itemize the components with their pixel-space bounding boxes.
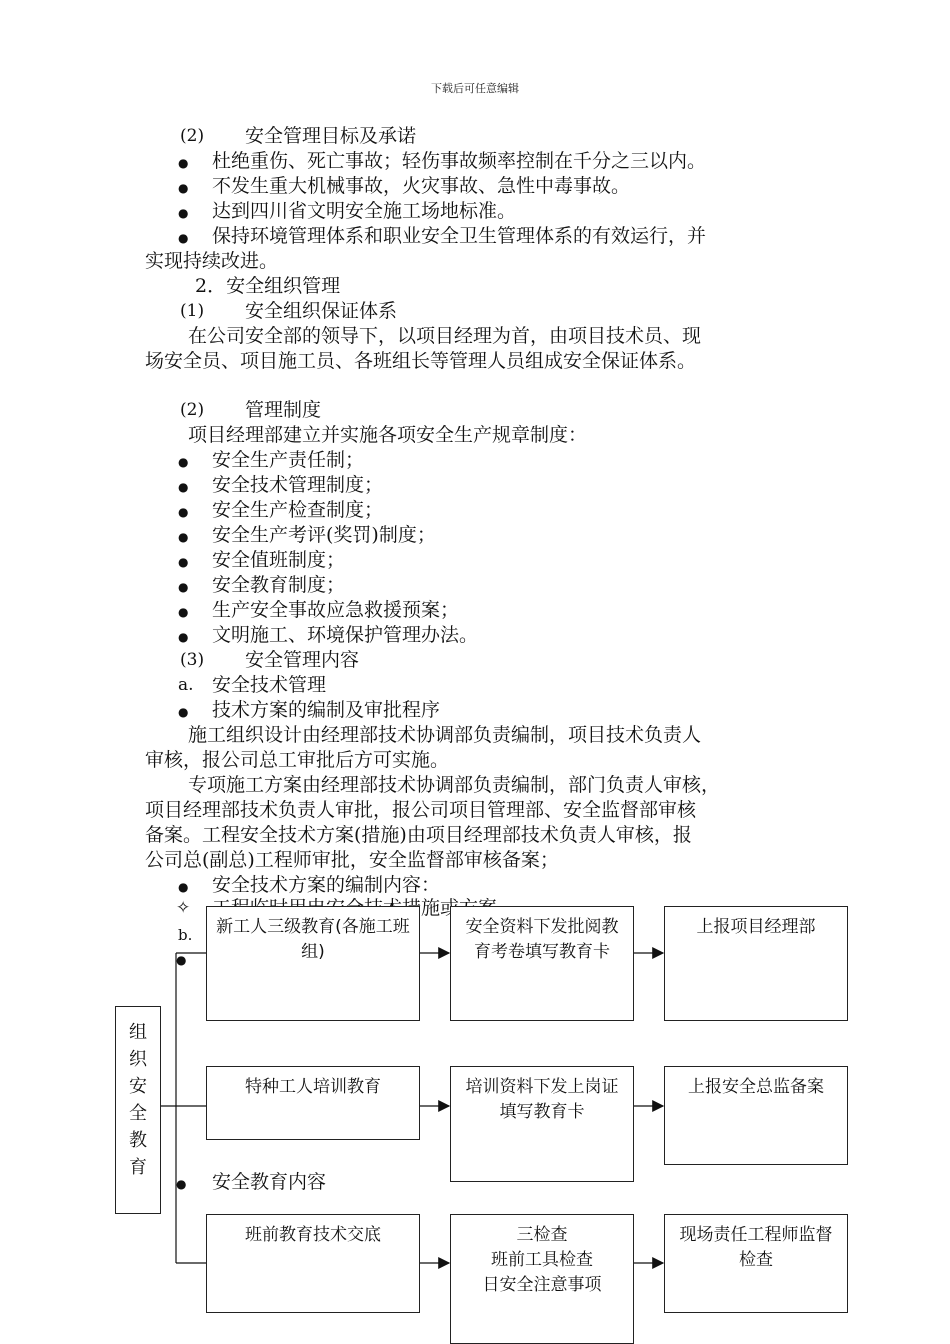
paragraph-line: 项目经理部技术负责人审批，报公司项目管理部、安全监督部审核	[145, 799, 697, 821]
section-number: (2)	[180, 400, 205, 420]
flow-box-new-worker-education: 新工人三级教育(各施工班组)	[206, 906, 420, 1021]
flow-box-pre-shift-briefing: 班前教育技术交底	[206, 1214, 420, 1313]
bullet-icon: ●	[178, 156, 189, 170]
flow-side-label-box	[115, 1006, 161, 1214]
bullet-icon: ●	[178, 555, 189, 569]
section-title: 安全管理目标及承诺	[245, 125, 417, 147]
bullet-icon: ●	[178, 605, 189, 619]
item-label: b.	[178, 926, 193, 944]
list-item: 安全教育制度；	[212, 574, 346, 596]
paragraph-line: 公司总(副总)工程师审批，安全监督部审核备案；	[145, 849, 559, 871]
section-title: 安全管理内容	[245, 649, 360, 671]
bullet-icon: ●	[178, 455, 189, 469]
bullet-icon: ●	[178, 181, 189, 195]
bullet-icon: ●	[178, 231, 189, 245]
paragraph-line: 施工组织设计由经理部技术协调部负责编制，项目技术负责人	[188, 724, 702, 746]
flow-box-special-worker-training: 特种工人培训教育	[206, 1066, 420, 1140]
flow-box-report-safety-director: 上报安全总监备案	[664, 1066, 848, 1165]
flow-box-training-materials: 培训资料下发上岗证填写教育卡	[450, 1066, 634, 1182]
flow-box-report-project-dept: 上报项目经理部	[664, 906, 848, 1021]
list-item: 安全生产检查制度；	[212, 499, 384, 521]
side-label-char: 组	[129, 1022, 147, 1043]
side-label-char: 育	[129, 1157, 147, 1178]
list-item: 安全生产责任制；	[212, 449, 365, 471]
bullet-icon: ●	[178, 880, 189, 894]
list-item: 安全值班制度；	[212, 549, 346, 571]
paragraph-line: 审核，报公司总工审批后方可实施。	[145, 749, 450, 771]
flow-box-distribute-materials: 安全资料下发批阅教育考卷填写教育卡	[450, 906, 634, 1021]
bullet-icon: ●	[178, 580, 189, 594]
list-item: 文明施工、环境保护管理办法。	[212, 624, 479, 646]
list-item: 技术方案的编制及审批程序	[212, 699, 441, 721]
side-label-char: 安	[129, 1076, 147, 1097]
paragraph-line: 项目经理部建立并实施各项安全生产规章制度：	[188, 424, 588, 446]
list-item: 安全教育内容	[212, 1171, 327, 1193]
list-item-continuation: 实现持续改进。	[145, 250, 279, 272]
section-title: 安全组织保证体系	[245, 300, 398, 322]
bullet-icon: ●	[176, 1177, 187, 1191]
side-label-char: 全	[129, 1103, 147, 1124]
diamond-bullet-icon: ✧	[176, 898, 191, 918]
section-title: 管理制度	[245, 399, 322, 421]
list-item: 达到四川省文明安全施工场地标准。	[212, 200, 517, 222]
paragraph-line: 场安全员、项目施工员、各班组长等管理人员组成安全保证体系。	[145, 350, 697, 372]
section-number: (3)	[180, 650, 205, 670]
paragraph-line: 专项施工方案由经理部技术协调部负责编制，部门负责人审核，	[188, 774, 721, 796]
section-heading: 2．安全组织管理	[195, 275, 341, 297]
bullet-icon: ●	[178, 630, 189, 644]
side-label-char: 教	[129, 1130, 147, 1151]
list-item: 保持环境管理体系和职业安全卫生管理体系的有效运行，并	[212, 225, 707, 247]
item-title: 安全技术管理	[212, 674, 327, 696]
item-label: a.	[178, 675, 194, 695]
bullet-icon: ●	[178, 530, 189, 544]
list-item: 安全技术管理制度；	[212, 474, 384, 496]
bullet-icon: ●	[178, 206, 189, 220]
flow-box-engineer-supervision: 现场责任工程师监督检查	[664, 1214, 848, 1313]
section-number: (2)	[180, 126, 205, 146]
bullet-icon: ●	[178, 505, 189, 519]
bullet-icon: ●	[178, 705, 189, 719]
list-item: 安全生产考评(奖罚)制度；	[212, 524, 436, 546]
list-item: 不发生重大机械事故，火灾事故、急性中毒事故。	[212, 175, 631, 197]
section-number: (1)	[180, 301, 205, 321]
page-header-note: 下载后可任意编辑	[431, 82, 519, 95]
side-label-char: 织	[129, 1049, 147, 1070]
bullet-icon: ●	[176, 953, 187, 967]
flow-box-three-checks: 三检查 班前工具检查 日安全注意事项	[450, 1214, 634, 1344]
list-item: 安全技术方案的编制内容：	[212, 874, 441, 896]
list-item: 杜绝重伤、死亡事故；轻伤事故频率控制在千分之三以内。	[212, 150, 707, 172]
paragraph-line: 在公司安全部的领导下，以项目经理为首，由项目技术员、现	[188, 325, 702, 347]
list-item: 生产安全事故应急救援预案；	[212, 599, 460, 621]
bullet-icon: ●	[178, 480, 189, 494]
paragraph-line: 备案。工程安全技术方案(措施)由项目经理部技术负责人审核，报	[145, 824, 692, 846]
